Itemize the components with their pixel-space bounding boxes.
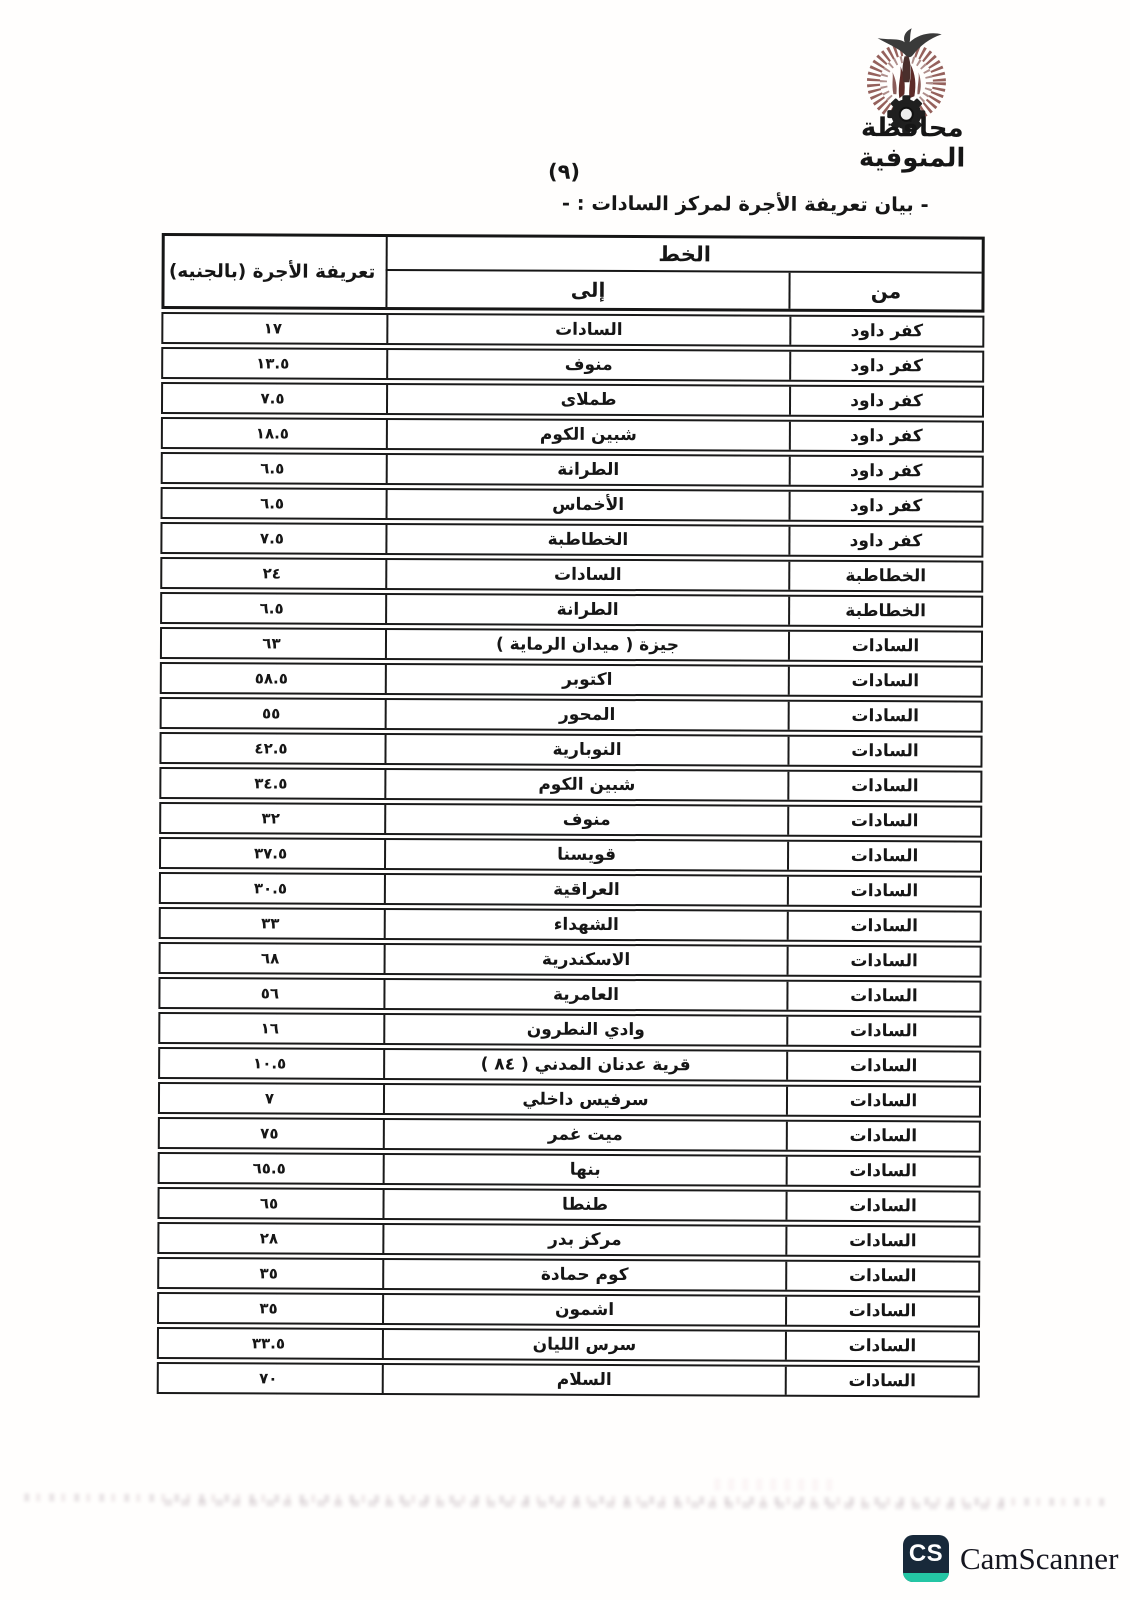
table-row xyxy=(159,907,982,943)
cell-from: كفر داود xyxy=(789,422,982,451)
cell-to: وادي النطرون xyxy=(383,1015,786,1045)
cell-to: النوبارية xyxy=(384,735,787,765)
cell-fare: ١٧ xyxy=(263,319,283,338)
bleed-through-text xyxy=(24,1489,1109,1512)
cell-to: الشهداء xyxy=(384,910,787,940)
document-title: - بيان تعريفة الأجرة لمركز السادات : - xyxy=(561,191,929,217)
table-row xyxy=(157,1362,980,1398)
table-row xyxy=(161,347,984,383)
cell-to: ميت غمر xyxy=(383,1120,786,1150)
cell-fare: ١٠.٥ xyxy=(253,1054,287,1073)
cell-from: السادات xyxy=(787,912,980,941)
fare-table-header xyxy=(161,233,984,313)
cell-fare: ١٦ xyxy=(260,1019,279,1038)
cell-to: منوف xyxy=(384,805,787,835)
cell-from: الخطاطبة xyxy=(788,597,981,626)
cell-fare: ٣٥ xyxy=(259,1264,278,1283)
cell-to: سرفيس داخلي xyxy=(383,1085,786,1115)
table-row xyxy=(158,1047,981,1083)
cell-to: اشمون xyxy=(382,1295,785,1325)
cell-fare: ٦٥.٥ xyxy=(252,1159,286,1178)
cell-from: السادات xyxy=(787,737,980,766)
cell-to: كوم حمادة xyxy=(382,1260,785,1290)
cell-to: سرس الليان xyxy=(382,1330,785,1360)
cell-from: كفر داود xyxy=(789,457,982,486)
table-row xyxy=(161,487,984,523)
cell-to: شبين الكوم xyxy=(386,420,789,450)
cell-from: السادات xyxy=(786,1157,979,1186)
cell-from: كفر داود xyxy=(789,317,982,346)
cell-from: السادات xyxy=(786,1087,979,1116)
fare-table-body xyxy=(157,312,985,1398)
header-to: إلى xyxy=(385,271,788,309)
cell-fare: ٣٣ xyxy=(261,914,280,933)
cell-to: طنطا xyxy=(382,1190,785,1220)
camscanner-initials: CS xyxy=(908,1540,944,1567)
camscanner-brand-text: CamScanner xyxy=(960,1540,1119,1576)
cell-to: الاسكندرية xyxy=(384,945,787,975)
cell-to: الأخماس xyxy=(386,490,789,520)
cell-to: منوف xyxy=(386,350,789,380)
cell-from: كفر داود xyxy=(789,492,982,521)
cell-from: السادات xyxy=(785,1262,978,1291)
cell-from: السادات xyxy=(786,1122,979,1151)
cell-fare: ٧ xyxy=(264,1089,275,1108)
header-from: من xyxy=(788,273,981,310)
cell-to: طملاى xyxy=(386,385,789,415)
cell-from: الخطاطبة xyxy=(788,562,981,591)
table-row xyxy=(161,452,984,488)
cell-to: الخطاطبة xyxy=(385,525,788,555)
cell-fare: ٥٨.٥ xyxy=(254,669,288,688)
cell-fare: ٣٠.٥ xyxy=(253,879,288,898)
cell-fare: ٣٧.٥ xyxy=(253,844,288,863)
cell-from: السادات xyxy=(785,1297,978,1326)
fare-table xyxy=(157,233,985,1398)
cell-fare: ٦٥ xyxy=(259,1194,279,1213)
cell-to: الطرانة xyxy=(385,595,788,625)
table-row xyxy=(160,697,983,733)
cell-fare: ٦.٥ xyxy=(260,459,285,478)
cell-fare: ٧.٥ xyxy=(260,389,285,408)
table-row xyxy=(159,732,982,768)
cell-from: السادات xyxy=(787,947,980,976)
table-row xyxy=(157,1327,980,1363)
table-row xyxy=(158,1012,981,1048)
cell-to: مركز بدر xyxy=(382,1225,785,1255)
cell-fare: ٦.٥ xyxy=(260,494,285,513)
cell-fare: ٣٢ xyxy=(261,809,280,828)
cell-fare: ٥٥ xyxy=(261,704,281,723)
cell-to: العراقية xyxy=(384,875,787,905)
cell-fare: ٣٤.٥ xyxy=(254,774,288,793)
cell-from: السادات xyxy=(786,1017,979,1046)
cell-to: السادات xyxy=(385,560,788,590)
cell-to: المحور xyxy=(385,700,788,730)
table-row xyxy=(158,977,981,1013)
cell-from: السادات xyxy=(785,1227,978,1256)
table-row xyxy=(159,802,982,838)
table-row xyxy=(158,1152,981,1188)
cell-to: اكتوبر xyxy=(385,665,788,695)
header-fare: تعريفة الأجرة (بالجنيه) xyxy=(168,260,376,283)
cell-from: السادات xyxy=(785,1192,978,1221)
table-row xyxy=(157,1222,980,1258)
table-row xyxy=(157,1292,980,1328)
cell-from: السادات xyxy=(788,702,981,731)
table-row xyxy=(160,557,983,593)
cell-from: السادات xyxy=(787,772,980,801)
table-row xyxy=(161,417,984,453)
cell-fare: ٦٣ xyxy=(262,634,281,653)
cell-from: السادات xyxy=(787,807,980,836)
cell-to: السادات xyxy=(386,315,789,345)
cell-fare: ٧.٥ xyxy=(259,529,284,548)
cell-to: العامرية xyxy=(383,980,786,1010)
cell-fare: ٧٠ xyxy=(259,1369,278,1388)
header-line: الخط xyxy=(386,237,982,274)
cell-from: السادات xyxy=(785,1367,978,1396)
cell-from: السادات xyxy=(788,632,981,661)
table-row xyxy=(158,1082,981,1118)
cell-to: قرية عدنان المدني ( ٨٤ ) xyxy=(383,1050,786,1080)
cell-to: شبين الكوم xyxy=(384,770,787,800)
table-row xyxy=(160,627,983,663)
page-number: (٩) xyxy=(547,159,581,184)
cell-from: السادات xyxy=(786,982,979,1011)
cell-fare: ٧٥ xyxy=(260,1124,279,1143)
cell-from: كفر داود xyxy=(789,352,982,381)
cell-from: كفر داود xyxy=(788,527,981,556)
cell-fare: ١٣.٥ xyxy=(256,354,290,373)
table-row xyxy=(160,592,983,628)
camscanner-logo-icon xyxy=(903,1535,949,1582)
table-row xyxy=(160,662,983,698)
table-row xyxy=(160,522,983,558)
cell-to: السلام xyxy=(382,1365,785,1395)
camscanner-watermark xyxy=(903,1535,1118,1582)
cell-fare: ٣٥ xyxy=(259,1299,278,1318)
cell-fare: ٦٨ xyxy=(260,949,280,968)
cell-from: السادات xyxy=(787,842,980,871)
cell-to: قويسنا xyxy=(384,840,787,870)
table-row xyxy=(159,942,982,978)
cell-fare: ١٨.٥ xyxy=(255,424,290,443)
cell-from: السادات xyxy=(786,1052,979,1081)
cell-from: السادات xyxy=(787,877,980,906)
table-row xyxy=(161,382,984,418)
table-row xyxy=(161,312,984,348)
table-row xyxy=(157,1187,980,1223)
cell-fare: ٦.٥ xyxy=(259,599,284,618)
table-row xyxy=(159,872,982,908)
camscanner-logo-band xyxy=(903,1573,949,1582)
table-row xyxy=(159,767,982,803)
cell-from: السادات xyxy=(785,1332,978,1361)
cell-fare: ٢٨ xyxy=(259,1229,279,1248)
cell-to: الطرانة xyxy=(386,455,789,485)
governorate-name: محافظة المنوفية xyxy=(858,113,966,174)
table-row xyxy=(158,1117,981,1153)
cell-to: بنها xyxy=(383,1155,786,1185)
cell-fare: ٢٤ xyxy=(262,564,281,583)
cell-fare: ٥٦ xyxy=(260,984,280,1003)
cell-to: جيزة ( ميدان الرماية ) xyxy=(385,630,788,660)
table-row xyxy=(159,837,982,873)
cell-from: السادات xyxy=(788,667,981,696)
cell-from: كفر داود xyxy=(789,387,982,416)
table-row xyxy=(157,1257,980,1293)
cell-fare: ٣٣.٥ xyxy=(251,1334,286,1353)
cell-fare: ٤٢.٥ xyxy=(254,739,288,758)
